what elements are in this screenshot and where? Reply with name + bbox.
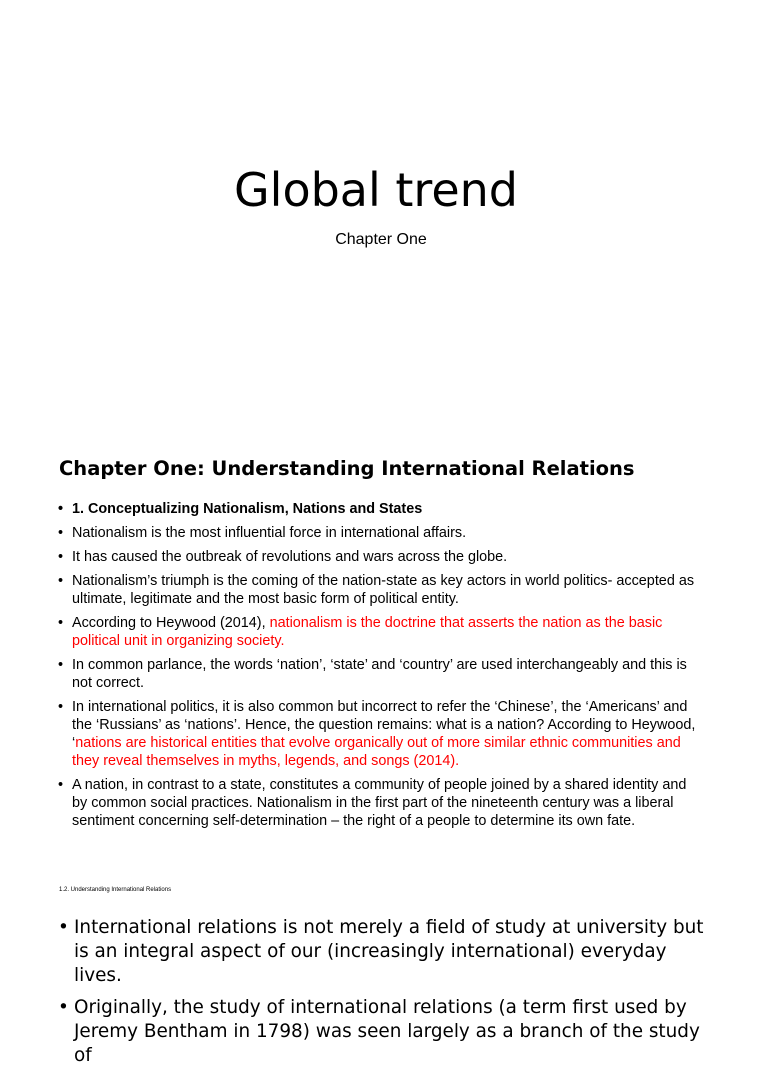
bullet-item [58, 698, 703, 770]
bullet-text: According to Heywood (2014), [72, 615, 270, 631]
bullet-text: Nationalism is the most influential force in international affairs. [72, 525, 467, 541]
bullet-text: Nationalism’s triumph is the coming of the nation-state as key actors in world politics- accepted as ultimate, legitimate and the most basic form of political entity. [72, 573, 695, 607]
bullet-text: In common parlance, the words ‘nation’, ‘state’ and ‘country’ are used interchangeably and this is not correct. [72, 657, 687, 691]
title-slide [0, 0, 768, 432]
bullet-item [58, 656, 703, 692]
bullet-item [58, 500, 703, 518]
chapter-heading: Chapter One: Understanding International Relations [59, 457, 635, 480]
bullet-text: A nation, in contrast to a state, constitutes a community of people joined by a shared identity and by common social practices. Nationalism in the first part of the nineteenth century was a liberal sentiment concerning self-determination – the right of a people to determine its own fate. [72, 777, 687, 829]
slide-title: Global trend [234, 163, 518, 217]
bullet-item [58, 572, 703, 608]
chapter-slide [0, 432, 768, 864]
ir-bullet-list [58, 916, 718, 1076]
bullet-highlight-red: nationalism is the doctrine that asserts the nation as the basic political unit in organizing society. [72, 615, 663, 649]
ir-slide [0, 864, 768, 1066]
bullet-text: It has caused the outbreak of revolutions and wars across the globe. [72, 549, 508, 565]
bullet-text: 1. Conceptualizing Nationalism, Nations and States [72, 501, 423, 517]
bullet-highlight-red: nations are historical entities that evolve organically out of more similar ethnic communities and they reveal themselves in myths, legends, and songs (2014). [72, 735, 681, 769]
slide-subtitle: Chapter One [335, 231, 427, 248]
bullet-item: • International relations is not merely a field of study at university but is an integral aspect of our (increasingly international) everyday lives. [58, 916, 718, 988]
chapter-bullet-list [58, 500, 703, 836]
bullet-item [58, 776, 703, 830]
section-heading-small: 1.2. Understanding International Relations [59, 887, 172, 893]
bullet-item [58, 524, 703, 542]
bullet-item [58, 548, 703, 566]
bullet-item [58, 614, 703, 650]
bullet-text: In international politics, it is also common but incorrect to refer the ‘Chinese’, the ‘Americans’ and the ‘Russians’ as ‘nations’. Hence, the question remains: what is a nation? According to Heywood, ‘ [72, 699, 696, 751]
bullet-item: • Originally, the study of international relations (a term first used by Jeremy Bentham in 1798) was seen largely as a branch of the study of [58, 996, 718, 1068]
